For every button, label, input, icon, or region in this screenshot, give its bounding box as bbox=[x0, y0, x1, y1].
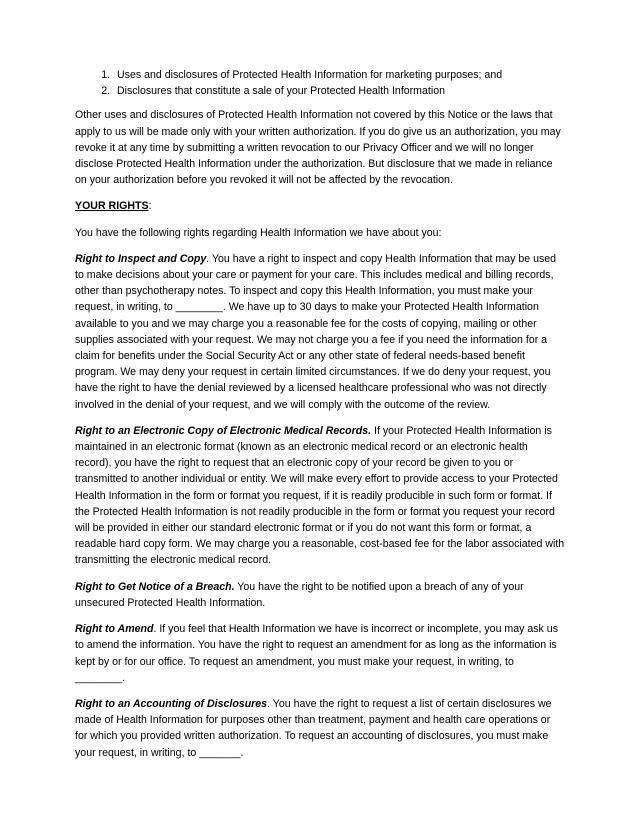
section-electronic-copy bbox=[75, 423, 565, 569]
section-text: If your Protected Health Information is maintained in an electronic format (known as an electronic medical record or an electronic health record), you have the right to request that an electronic copy of your record be given to you or transmitted to another individual or entity. We will make every effort to provide access to your Protected Health Information in the form or format you request, if it is readily producible in such form or format. If the Protected Health Information is not readily producible in the form or format you request your record will be provided in either our standard electronic format or if you do not want this form or format, a readable hard copy form. We may charge you a reasonable, cost-based fee for the labor associated with transmitting the electronic medical record. bbox=[75, 424, 565, 567]
section-lead: Right to Get Notice of a Breach. bbox=[75, 580, 235, 593]
rights-intro: You have the following rights regarding Health Information we have about you: bbox=[75, 226, 442, 239]
section-text: You have the right to be notified upon a breach of any of your unsecured Protected Health Information. bbox=[75, 580, 524, 609]
section-inspect-copy bbox=[75, 251, 565, 413]
rights-heading: YOUR RIGHTS bbox=[75, 200, 149, 213]
disclosure-list bbox=[75, 67, 565, 99]
section-lead: Right to Amend bbox=[75, 623, 154, 636]
section-breach-notice bbox=[75, 579, 565, 611]
list-item: 2. Disclosures that constitute a sale of your Protected Health Information bbox=[113, 83, 565, 99]
section-lead: Right to an Accounting of Disclosures bbox=[75, 697, 268, 710]
section-accounting bbox=[75, 696, 565, 761]
rights-heading-colon: : bbox=[148, 200, 152, 213]
section-lead: Right to an Electronic Copy of Electronic Medical Records. bbox=[75, 424, 372, 437]
page-content bbox=[75, 67, 565, 771]
section-text: . You have a right to inspect and copy Health Information that may be used to make decisions about your care or payment for your care. This includes medical and billing records, other than psychotherapy notes. To inspect and copy this Health Information, you must make your request, in writing, to ________. We have up to 30 days to make your Protected Health Information available to you and we may charge you a reasonable fee for the costs of copying, mailing or other supplies associated with your request. We may not charge you a fee if you need the information for a claim for benefits under the Social Security Act or any other state of federal needs-based benefit program. We may deny your request in certain limited circumstances. If we do deny your request, you have the right to have the denial reviewed by a licensed healthcare professional who was not directly involved in the denial of your request, and we will comply with the outcome of the review. bbox=[75, 252, 557, 411]
section-text: . You have the right to request a list of certain disclosures we made of Health Information for purposes other than treatment, payment and health care operations or for which you provided written authorization. To request an accounting of disclosures, you must make your request, in writing, to _______. bbox=[75, 697, 552, 759]
rights-heading-line bbox=[75, 198, 565, 214]
section-lead: Right to Inspect and Copy bbox=[75, 252, 207, 265]
section-text: . If you feel that Health Information we have is incorrect or incomplete, you may ask us to amend the information. You have the right to request an amendment for as long as the information is kept by or for our office. To request an amendment, you must make your request, in writing, to ________. bbox=[75, 623, 558, 684]
list-item: 1. Uses and disclosures of Protected Health Information for marketing purposes; and bbox=[113, 67, 565, 83]
section-amend bbox=[75, 621, 565, 686]
authorization-paragraph: Other uses and disclosures of Protected Health Information not covered by this Notice or the laws that apply to us will be made only with your written authorization. If you do give us an authorization, you may revoke it at any time by submitting a written revocation to our Privacy Officer and we will no longer disclose Protected Health Information under the authorization. But disclosure that we made in reliance on your authorization before you revoked it will not be affected by the revocation. bbox=[75, 109, 561, 187]
